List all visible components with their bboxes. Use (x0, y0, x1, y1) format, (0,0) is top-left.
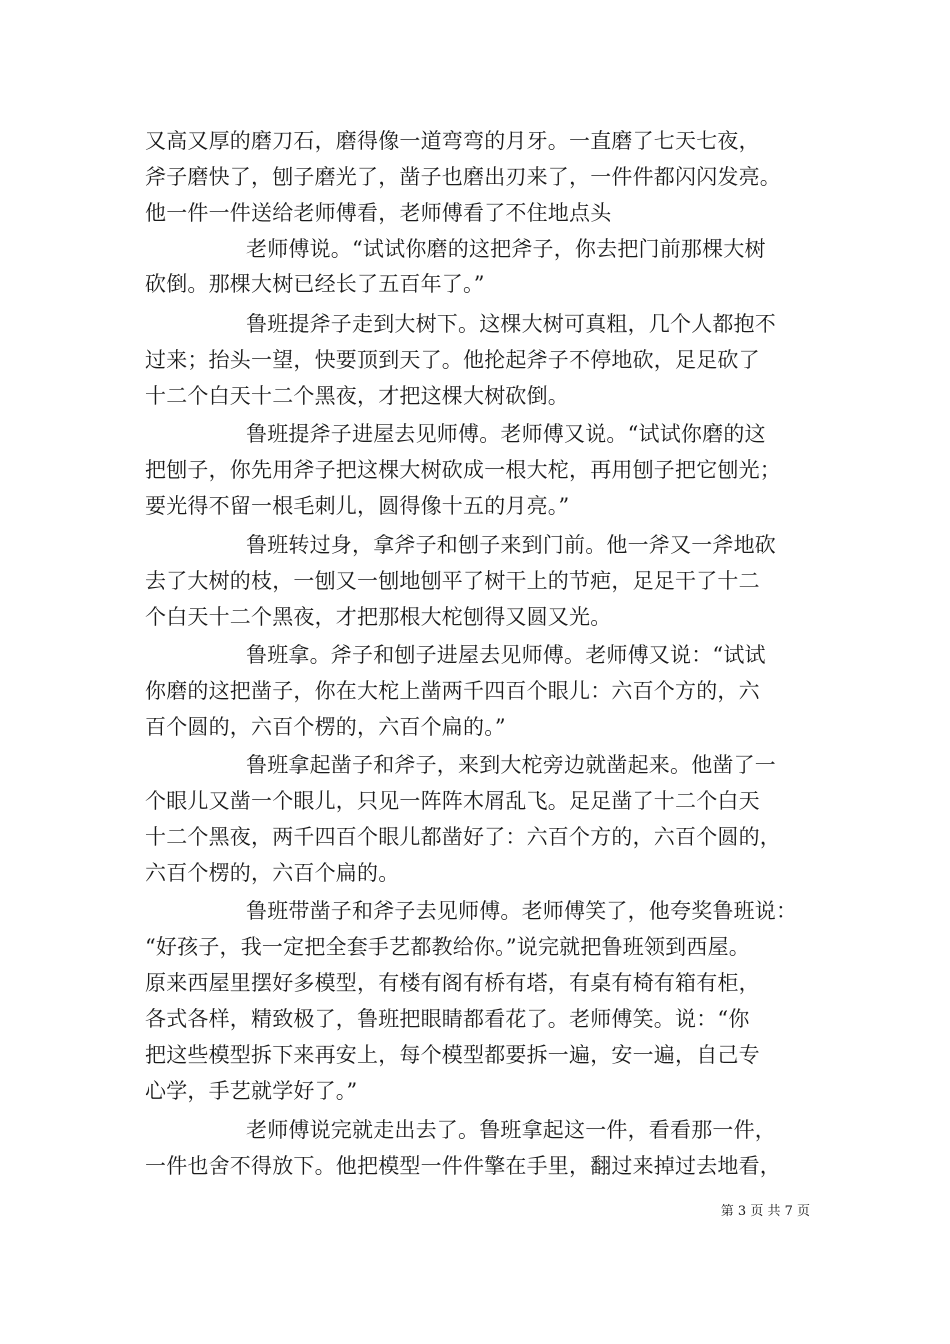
text-line: 各式各样，精致极了，鲁班把眼睛都看花了。老师傅笑。说：“你 (145, 1007, 750, 1031)
text-line: 心学，手艺就学好了。” (145, 1079, 358, 1103)
text-line: 你磨的这把凿子，你在大柁上凿两千四百个眼儿：六百个方的，六 (145, 679, 760, 703)
text-line: 过来；抬头一望，快要顶到天了。他抡起斧子不停地砍，足足砍了 (145, 348, 760, 372)
text-line: 要光得不留一根毛刺儿，圆得像十五的月亮。” (145, 494, 570, 518)
paragraph-start-line: 鲁班提斧子进屋去见师傅。老师傅又说。“试试你磨的这 (246, 422, 766, 446)
text-line: 去了大树的枝，一刨又一刨地刨平了树干上的节疤，足足干了十二 (145, 569, 760, 593)
paragraph-start-line: 老师傅说完就走出去了。鲁班拿起这一件，看看那一件， (246, 1118, 776, 1142)
paragraph-start-line: 鲁班转过身，拿斧子和刨子来到门前。他一斧又一斧地砍 (246, 533, 776, 557)
text-line: 他一件一件送给老师傅看，老师傅看了不住地点头 (145, 201, 612, 225)
paragraph-start-line: 鲁班拿。斧子和刨子进屋去见师傅。老师傅又说：“试试 (246, 643, 766, 667)
text-line: 百个圆的，六百个楞的，六百个扁的。” (145, 715, 506, 739)
text-line: 十二个白天十二个黑夜，才把这棵大树砍倒。 (145, 384, 569, 408)
text-line: 又高又厚的磨刀石，磨得像一道弯弯的月牙。一直磨了七天七夜， (145, 129, 760, 153)
paragraph-start-line: 鲁班带凿子和斧子去见师傅。老师傅笑了，他夸奖鲁班说： (246, 899, 798, 923)
text-line: 十二个黑夜，两千四百个眼儿都凿好了：六百个方的，六百个圆的， (145, 825, 781, 849)
text-line: 斧子磨快了，刨子磨光了，凿子也磨出刃来了，一件件都闪闪发亮。 (145, 165, 781, 189)
text-line: 把刨子，你先用斧子把这棵大树砍成一根大柁，再用刨子把它刨光； (145, 458, 781, 482)
text-line: 个白天十二个黑夜，才把那根大柁刨得又圆又光。 (145, 605, 612, 629)
paragraph-start-line: 鲁班提斧子走到大树下。这棵大树可真粗，几个人都抱不 (246, 312, 776, 336)
text-line: 原来西屋里摆好多模型，有楼有阁有桥有塔，有桌有椅有箱有柜， (145, 971, 760, 995)
paragraph-start-line: 鲁班拿起凿子和斧子，来到大柁旁边就凿起来。他凿了一 (246, 753, 776, 777)
paragraph-start-line: 老师傅说。“试试你磨的这把斧子，你去把门前那棵大树 (246, 237, 766, 261)
text-line: 把这些模型拆下来再安上，每个模型都要拆一遍，安一遍，自己专 (145, 1043, 760, 1067)
text-line: “好孩子，我一定把全套手艺都教给你。”说完就把鲁班领到西屋。 (145, 935, 750, 959)
text-line: 个眼儿又凿一个眼儿，只见一阵阵木屑乱飞。足足凿了十二个白天 (145, 789, 760, 813)
text-line: 砍倒。那棵大树已经长了五百年了。” (145, 272, 485, 296)
text-line: 一件也舍不得放下。他把模型一件件擎在手里，翻过来掉过去地看， (145, 1154, 781, 1178)
text-line: 六百个楞的，六百个扁的。 (145, 861, 400, 885)
page-number: 第 3 页 共 7 页 (720, 1204, 810, 1219)
